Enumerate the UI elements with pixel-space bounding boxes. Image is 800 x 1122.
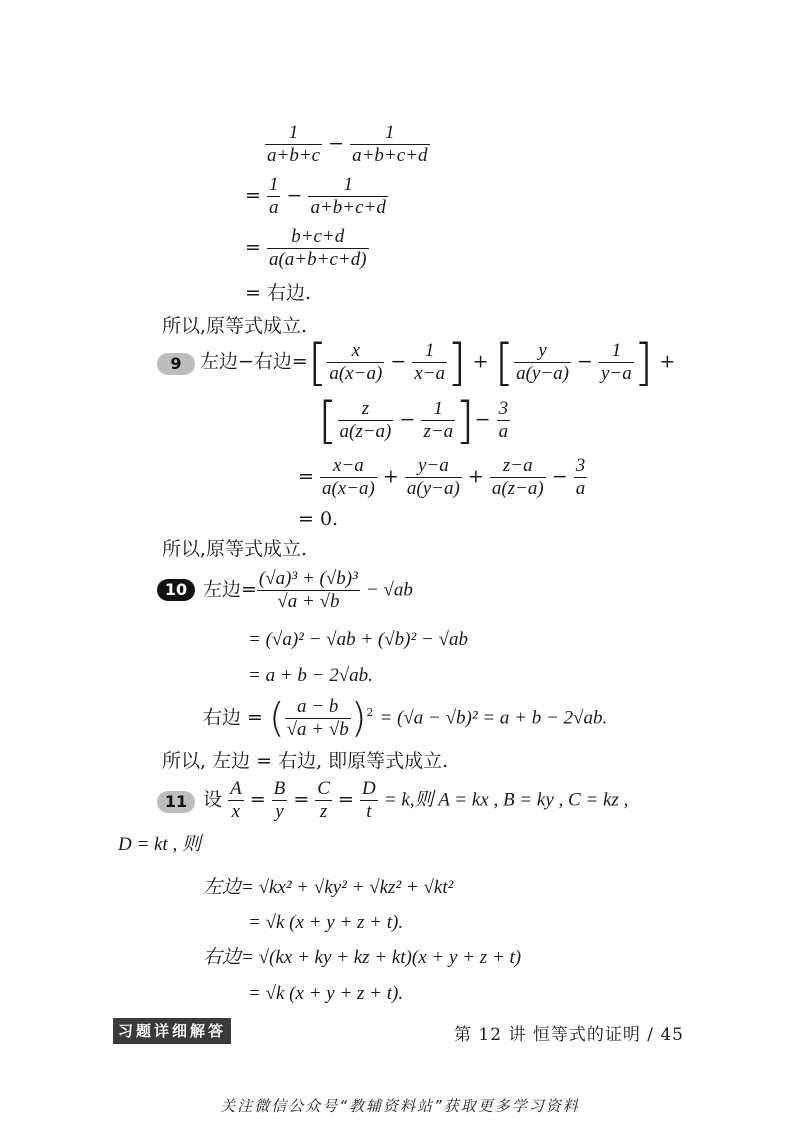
problem9-result: = 0. xyxy=(298,508,339,530)
fraction: $\frac{A}{x}$ xyxy=(230,778,242,822)
problem11-left1: 左边= √kx² + √ky² + √kz² + √kt² xyxy=(203,877,454,898)
fraction: $\frac{b+c+d}{a(a+b+c+d)}$ xyxy=(268,226,367,270)
problem10-rhs: 右边 = ( $\frac{a - b}{√a + √b}$ )$^2$ = (√a − √b)² = a + b − 2√ab. xyxy=(203,695,608,742)
problem10-line1: 左边= $\frac{\text{(√a)³ + (√b)³}}{√a + √b}$ − √ab xyxy=(203,568,413,612)
problem10-conclusion: 所以, 左边 = 右边, 即原等式成立. xyxy=(162,750,449,772)
fraction: $\frac{3}{a}$ xyxy=(498,398,509,442)
problem-number-badge: 10 xyxy=(157,579,195,601)
fraction: $\frac{z-a}{a(z-a)}$ xyxy=(491,455,544,499)
watermark-text: 关注微信公众号“教辅资料站”获取更多学习资料 xyxy=(220,1097,580,1115)
block1-line4: = 右边. xyxy=(245,282,311,304)
problem9-line3: = $\frac{x-a}{a(x-a)}$ + $\frac{y-a}{a(y-a)}$ + $\frac{z-a}{a(z-a)}$ − $\frac{3}{a}$ xyxy=(298,455,586,499)
fraction: $\frac{y-a}{a(y-a)}$ xyxy=(406,455,460,499)
block1-conclusion: 所以,原等式成立. xyxy=(162,315,308,337)
right-bracket: ] xyxy=(455,391,475,450)
problem11-left2: = √k (x + y + z + t). xyxy=(248,912,404,933)
fraction: $\frac{1}{y-a}$ xyxy=(601,340,632,384)
fraction: $\frac{1}{a+b+c}$ xyxy=(267,122,321,166)
problem11-right1: 右边= √(kx + ky + kz + kt)(x + y + z + t) xyxy=(203,947,522,968)
fraction: $\frac{\text{(√a)³ + (√b)³}}{√a + √b}$ xyxy=(258,568,358,612)
fraction: $\frac{1}{z-a}$ xyxy=(423,398,454,442)
problem10-line3: = a + b − 2√ab. xyxy=(248,665,373,686)
chapter-page-title: 第 12 讲 恒等式的证明 / 45 xyxy=(453,1025,684,1045)
block1-line2: = $\frac{1}{a}$ − $\frac{1}{a+b+c+d}$ xyxy=(245,174,386,218)
problem11-right2: = √k (x + y + z + t). xyxy=(248,983,404,1004)
fraction: $\frac{y}{a(y-a)}$ xyxy=(516,340,569,384)
fraction: $\frac{z}{a(z-a)}$ xyxy=(339,398,392,442)
fraction: $\frac{1}{x-a}$ xyxy=(414,340,446,384)
left-bracket: [ xyxy=(494,333,515,392)
fraction: $\frac{a - b}{√a + √b}$ xyxy=(286,696,349,740)
problem9-line1: 左边−右边=[ $\frac{x}{a(x-a)}$ − $\frac{1}{x-a}$ ] + [ $\frac{y}{a(y-a)}$ − $\frac{1}{y-a}$ ] + xyxy=(200,333,676,392)
problem9-line2: [ $\frac{z}{a(z-a)}$ − $\frac{1}{z-a}$ ]− $\frac{3}{a}$ xyxy=(318,391,509,450)
block1-line3: = $\frac{b+c+d}{a(a+b+c+d)}$ xyxy=(245,226,367,270)
fraction: $\frac{1}{a+b+c+d}$ xyxy=(310,174,386,218)
fraction: $\frac{1}{a}$ xyxy=(268,174,279,218)
fraction: $\frac{1}{a+b+c+d}$ xyxy=(352,122,428,166)
fraction: $\frac{B}{y}$ xyxy=(273,778,286,822)
section-tag: 习题详细解答 xyxy=(113,1018,231,1044)
fraction: $\frac{C}{z}$ xyxy=(317,778,330,822)
right-bracket: ] xyxy=(633,333,654,392)
problem10-line2: = (√a)² − √ab + (√b)² − √ab xyxy=(248,629,468,650)
problem11-line2: D = kt , 则 xyxy=(118,834,202,855)
fraction: $\frac{x-a}{a(x-a)}$ xyxy=(321,455,375,499)
problem11-intro: 设 $\frac{A}{x}$ = $\frac{B}{y}$ = $\frac{C}{z}$ = $\frac{D}{t}$ = k,则 A = kx , B = ky , C = kz , xyxy=(203,778,629,822)
problem-number-badge: 11 xyxy=(157,791,195,813)
fraction: $\frac{3}{a}$ xyxy=(575,455,586,499)
left-bracket: [ xyxy=(307,333,328,392)
fraction: $\frac{D}{t}$ xyxy=(361,778,376,822)
block1-line1: $\frac{1}{a+b+c}$ − $\frac{1}{a+b+c+d}$ xyxy=(267,122,428,166)
fraction: $\frac{x}{a(x-a)}$ xyxy=(329,340,383,384)
left-bracket: [ xyxy=(318,391,338,450)
right-bracket: ] xyxy=(447,333,467,392)
problem-number-badge: 9 xyxy=(157,353,195,375)
problem9-conclusion: 所以,原等式成立. xyxy=(162,538,308,560)
